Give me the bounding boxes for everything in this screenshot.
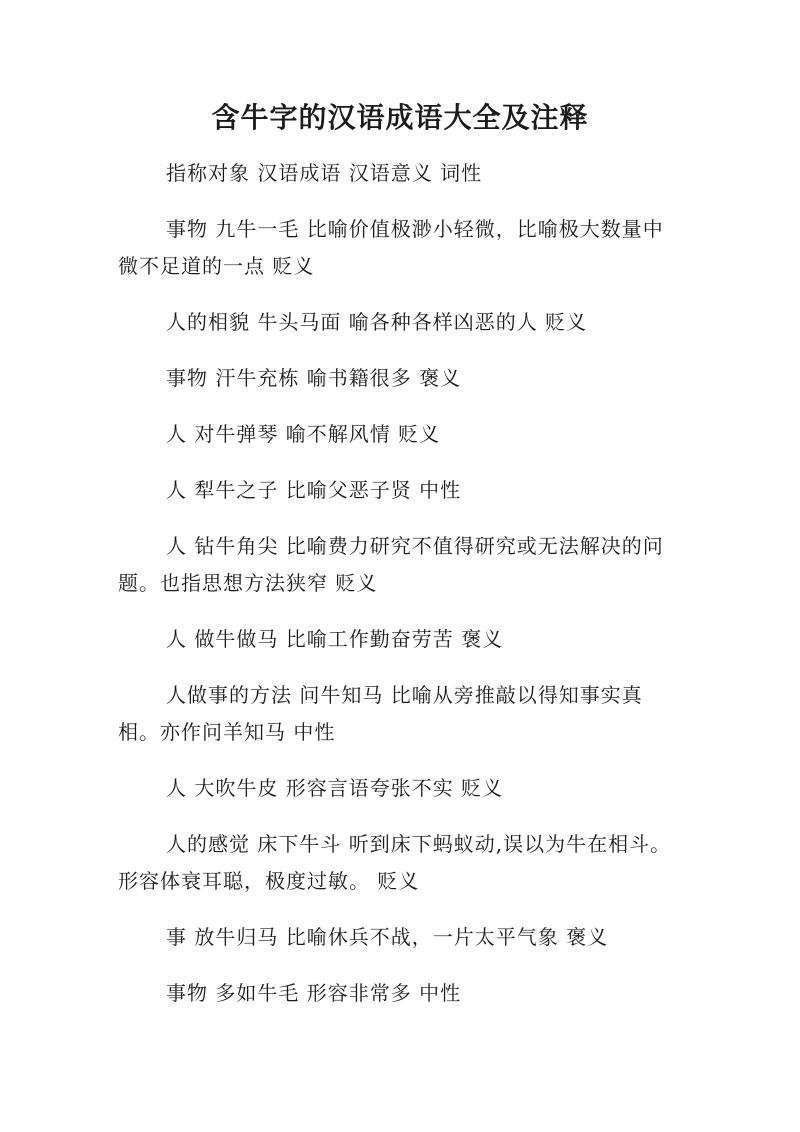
idiom-entry: 人做事的方法 问牛知马 比喻从旁推敲以得知事实真相。亦作问羊知马 中性 (118, 683, 643, 744)
idiom-entry: 人的相貌 牛头马面 喻各种各样凶恶的人 贬义 (166, 310, 588, 334)
idiom-entry: 事物 多如牛毛 形容非常多 中性 (166, 981, 462, 1005)
idiom-entry: 事 放牛归马 比喻休兵不战，一片太平气象 褒义 (166, 925, 609, 949)
idiom-entry: 人 做牛做马 比喻工作勤奋劳苦 褒义 (166, 627, 504, 651)
idiom-entry: 人 对牛弹琴 喻不解风情 贬义 (166, 422, 441, 446)
idiom-entry: 事物 汗牛充栋 喻书籍很多 褒义 (166, 366, 462, 390)
idiom-entry: 人 钻牛角尖 比喻费力研究不值得研究或无法解决的问题。也指思想方法狭窄 贬义 (118, 534, 664, 595)
idiom-entry: 人 大吹牛皮 形容言语夸张不实 贬义 (166, 776, 504, 800)
idiom-entry: 人 犁牛之子 比喻父恶子贤 中性 (166, 478, 462, 502)
document-title: 含牛字的汉语成语大全及注释 (211, 101, 589, 134)
idiom-entry: 事物 九牛一毛 比喻价值极渺小轻微，比喻极大数量中微不足道的一点 贬义 (118, 217, 664, 278)
idiom-entry: 人的感觉 床下牛斗 听到床下蚂蚁动,误以为牛在相斗。形容体衰耳聪，极度过敏。 贬义 (118, 832, 672, 893)
header-row: 指称对象 汉语成语 汉语意义 词性 (166, 161, 483, 185)
document-body (118, 155, 684, 1031)
